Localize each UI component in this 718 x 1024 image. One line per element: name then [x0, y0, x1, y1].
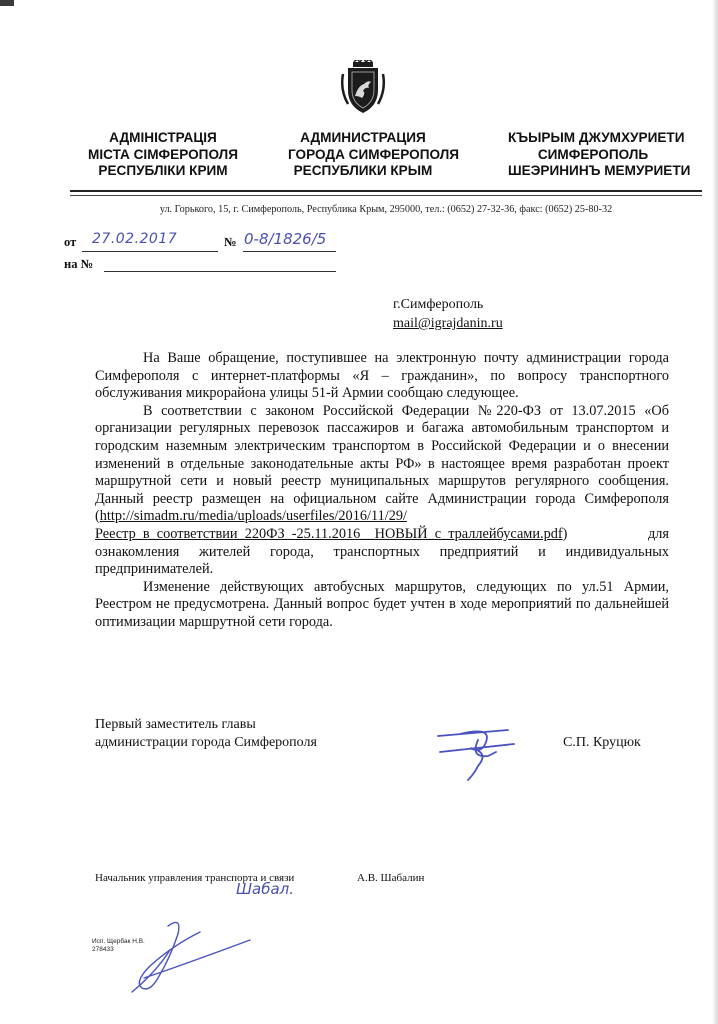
executor-name: Исп. Щербак Н.В.	[92, 938, 145, 945]
letterhead-line: ГОРОДА СИМФЕРОПОЛЯ	[288, 146, 460, 162]
paragraph-registry	[95, 403, 669, 579]
scan-edge-shadow	[712, 0, 718, 1024]
signatory-title-line2: администрации города Симферополя	[95, 735, 317, 750]
letterhead-line: РЕСПУБЛІКИ КРИМ	[98, 163, 228, 179]
letterhead-russian	[288, 130, 460, 180]
letterhead-divider	[70, 190, 702, 192]
paragraph-registry-tail: ) для ознакомления жителей города, транспортных предприятий и индивидуальных предпринимателей.	[95, 525, 669, 578]
letterhead-line: СИМФЕРОПОЛЬ	[537, 146, 649, 162]
date-underline	[82, 251, 218, 252]
letterhead-line: ШЕЭРИНИНЪ МЕМУРИЕТИ	[508, 163, 691, 179]
handwritten-approval: Шабал.	[236, 880, 295, 898]
paragraph-registry-text: В соответствии с законом Российской Федерации №220-ФЗ от 13.07.2015 «Об организации регулярных перевозок пассажиров и багажа автомобильным транспортом и городским наземным электрическим транспортом в Российской Федерации и о внесении изменений в отдельные законодательные акты РФ» в настоящее время разработан проект маршрутной сети и новый реестр муниципальных маршрутов регулярного сообщения. Данный реестр размещен на официальном сайте Администрации города Симферополя (	[95, 402, 669, 525]
letterhead-ukrainian	[88, 130, 238, 180]
reply-number-label: на №	[64, 257, 94, 271]
contact-line: ул. Горького, 15, г. Симферополь, Республика Крым, 295000, тел.: (0652) 27-32-36, факс: (0652) 25-80-32	[159, 204, 613, 215]
handwritten-number: 0-8/1826/5	[244, 230, 327, 248]
addressee-email[interactable]: mail@igrajdanin.ru	[393, 316, 503, 331]
letterhead-line: РЕСПУБЛИКИ КРЫМ	[293, 163, 433, 179]
addressee-city: г.Симферополь	[393, 297, 484, 312]
approver-position: Начальник управления транспорта и связи	[95, 872, 295, 884]
number-label: №	[224, 235, 237, 249]
number-underline	[243, 251, 336, 252]
letterhead-crimean-tatar	[508, 130, 691, 180]
paragraph-conclusion: Изменение действующих автобусных маршрутов, следующих по ул.51 Армии, Реестром не предусмотрена. Данный вопрос будет учтен в ходе мероприятий по дальнейшей оптимизации маршрутной сети города.	[95, 578, 669, 630]
scan-corner-mark	[0, 0, 14, 6]
letterhead-divider-thin	[70, 195, 702, 196]
date-label: от	[64, 235, 77, 249]
letterhead-line: КЪЫРЫМ ДЖУМХУРИЕТИ	[508, 130, 685, 145]
signatory-title-line1: Первый заместитель главы	[95, 717, 256, 732]
letterhead-line: АДМИНИСТРАЦИЯ	[300, 130, 426, 145]
letterhead-line: МІСТА СІМФЕРОПОЛЯ	[88, 146, 238, 162]
handwritten-date: 27.02.2017	[92, 231, 178, 247]
approver-name: А.В. Шабалин	[357, 872, 425, 884]
letter-body	[95, 350, 669, 632]
coat-of-arms-icon	[340, 60, 386, 116]
executor-phone: 278433	[92, 946, 114, 953]
reply-number-underline	[104, 271, 336, 272]
executor-initials-scribble	[110, 918, 260, 996]
letterhead-line: АДМІНІСТРАЦІЯ	[109, 130, 217, 145]
paragraph-request: На Ваше обращение, поступившее на электронную почту администрации города Симферополя с интернет-платформы «Я – гражданин», по вопросу транспортного обслуживания микрорайона улицы 51-й Армии сообщаю следующее.	[95, 350, 669, 402]
registry-link[interactable]: http://simadm.ru/media/uploads/userfiles/2016/11/29/Реестр_в_соответствии_220ФЗ_-25.11.2016__НОВЫЙ_с_траллейбусами.pdf	[95, 508, 563, 542]
signatory-name: С.П. Круцюк	[563, 735, 641, 750]
signature-scribble	[430, 722, 530, 784]
